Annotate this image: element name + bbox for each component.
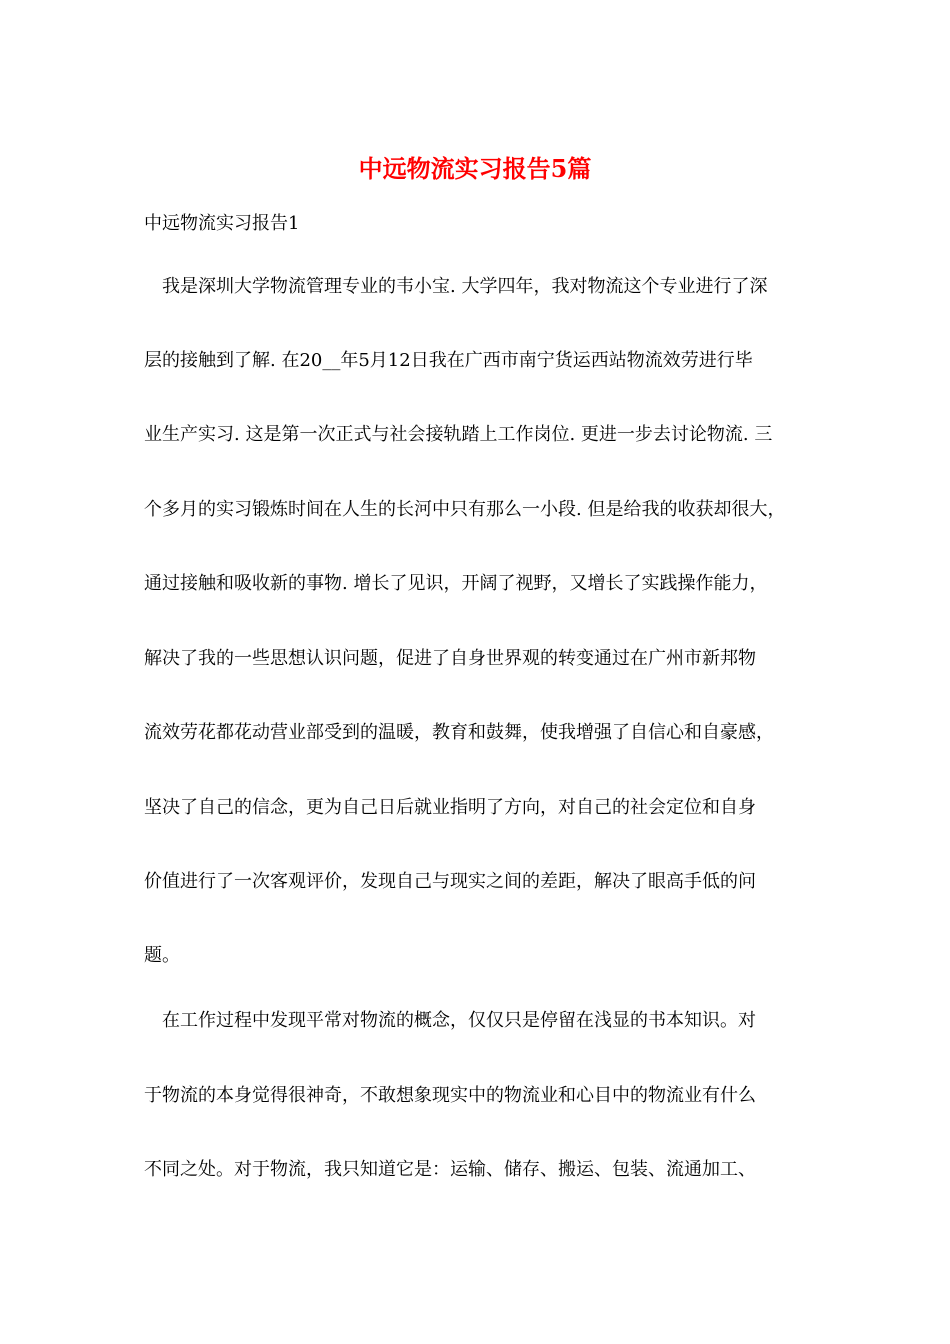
paragraph-line: 业生产实习. 这是第一次正式与社会接轨踏上工作岗位. 更进一步去讨论物流. 三 [144, 424, 773, 445]
paragraph-line: 在工作过程中发现平常对物流的概念，仅仅只是停留在浅显的书本知识。对 [144, 1010, 756, 1031]
paragraph-line: 题。 [144, 945, 180, 966]
paragraph-line: 坚决了自己的信念，更为自己日后就业指明了方向，对自己的社会定位和自身 [144, 797, 756, 818]
paragraph-line: 个多月的实习锻炼时间在人生的长河中只有那么一小段. 但是给我的收获却很大， [144, 499, 786, 520]
paragraph-line: 不同之处。对于物流，我只知道它是：运输、储存、搬运、包装、流通加工、 [144, 1159, 756, 1180]
paragraph-line: 价值进行了一次客观评价，发现自己与现实之间的差距，解决了眼高手低的问 [144, 871, 756, 892]
document-title: 中远物流实习报告5篇 [358, 154, 592, 183]
paragraph-line: 我是深圳大学物流管理专业的韦小宝. 大学四年，我对物流这个专业进行了深 [144, 276, 768, 297]
paragraph-line: 层的接触到了解. 在20__年5月12日我在广西市南宁货运西站物流效劳进行毕 [144, 350, 753, 371]
section-heading: 中远物流实习报告1 [144, 213, 300, 234]
paragraph-line: 流效劳花都花动营业部受到的温暖，教育和鼓舞，使我增强了自信心和自豪感， [144, 722, 774, 743]
paragraph-line: 解决了我的一些思想认识问题，促进了自身世界观的转变通过在广州市新邦物 [144, 648, 756, 669]
paragraph-line: 通过接触和吸收新的事物. 增长了见识，开阔了视野，又增长了实践操作能力， [144, 573, 768, 594]
paragraph-line: 于物流的本身觉得很神奇，不敢想象现实中的物流业和心目中的物流业有什么 [144, 1085, 756, 1106]
